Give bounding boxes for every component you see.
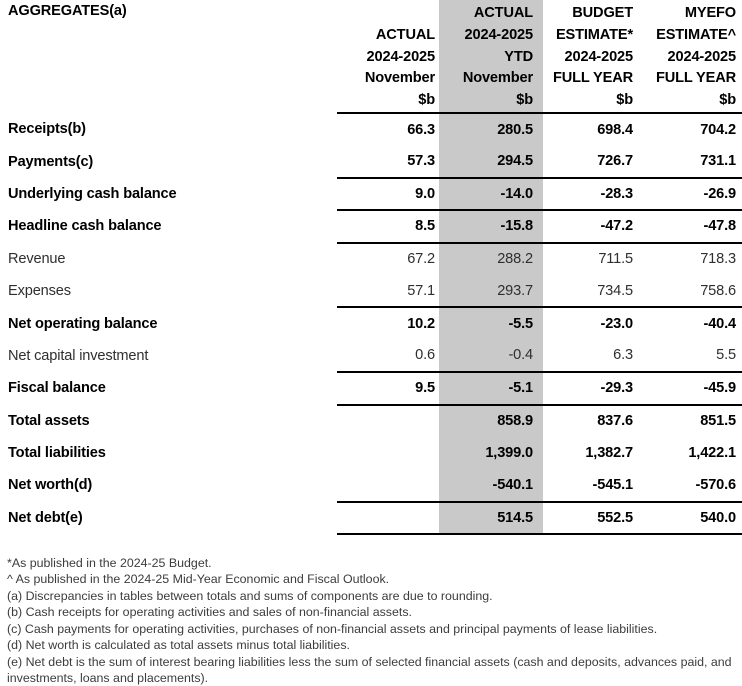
table-header: [0, 0, 742, 113]
cell-value: -570.6: [637, 469, 742, 501]
column-header-line: 2024-2025: [439, 25, 533, 47]
cell-value: 1,422.1: [637, 437, 742, 469]
column-header-line: YTD: [439, 47, 533, 69]
column-header-line: 2024-2025: [543, 47, 633, 69]
table-row: [0, 340, 742, 372]
cell-value: 6.3: [543, 340, 637, 372]
cell-value: -40.4: [637, 307, 742, 339]
cell-value: -28.3: [543, 178, 637, 210]
cell-value: -47.2: [543, 210, 637, 242]
cell-value: -23.0: [543, 307, 637, 339]
table-row: [0, 113, 742, 145]
table-row: [0, 210, 742, 242]
cell-value: 837.6: [543, 405, 637, 437]
footnotes-block: [7, 555, 737, 686]
column-header-line: ESTIMATE*: [543, 25, 633, 47]
row-label: Revenue: [0, 243, 337, 275]
row-label: Receipts(b): [0, 113, 337, 145]
cell-value: 66.3: [337, 113, 439, 145]
row-label: Net operating balance: [0, 307, 337, 339]
cell-value: [337, 405, 439, 437]
cell-value: 1,399.0: [439, 437, 543, 469]
column-header-line: ESTIMATE^: [637, 25, 736, 47]
cell-value: -14.0: [439, 178, 543, 210]
cell-value: 718.3: [637, 243, 742, 275]
table-row: [0, 372, 742, 404]
column-header-line: November: [337, 68, 435, 90]
cell-value: -545.1: [543, 469, 637, 501]
cell-value: 851.5: [637, 405, 742, 437]
cell-value: 734.5: [543, 275, 637, 307]
cell-value: [337, 502, 439, 534]
cell-value: 9.0: [337, 178, 439, 210]
cell-value: 10.2: [337, 307, 439, 339]
cell-value: -47.8: [637, 210, 742, 242]
cell-value: 514.5: [439, 502, 543, 534]
cell-value: 293.7: [439, 275, 543, 307]
row-label: Expenses: [0, 275, 337, 307]
cell-value: 698.4: [543, 113, 637, 145]
table-row: [0, 502, 742, 534]
cell-value: -26.9: [637, 178, 742, 210]
cell-value: 5.5: [637, 340, 742, 372]
cell-value: 67.2: [337, 243, 439, 275]
row-label: Payments(c): [0, 145, 337, 177]
column-header-actual-november: [337, 0, 439, 113]
footnote: (e) Net debt is the sum of interest bearing liabilities less the sum of selected financial assets (cash and deposits, advances paid, and investments, loans and placements).: [7, 654, 737, 686]
table-row: [0, 405, 742, 437]
cell-value: 711.5: [543, 243, 637, 275]
column-header-line: [337, 3, 435, 25]
column-header-line: $b: [543, 90, 633, 112]
cell-value: 9.5: [337, 372, 439, 404]
column-header-actual-ytd: [439, 0, 543, 113]
cell-value: 540.0: [637, 502, 742, 534]
table-row: [0, 469, 742, 501]
column-header-budget-estimate: [543, 0, 637, 113]
cell-value: -5.1: [439, 372, 543, 404]
header-row: [0, 0, 742, 113]
cell-value: 726.7: [543, 145, 637, 177]
column-header-myefo-estimate: [637, 0, 742, 113]
table-row: [0, 243, 742, 275]
row-label: Fiscal balance: [0, 372, 337, 404]
cell-value: 280.5: [439, 113, 543, 145]
cell-value: -29.3: [543, 372, 637, 404]
footnote: (b) Cash receipts for operating activities and sales of non-financial assets.: [7, 604, 737, 620]
cell-value: 704.2: [637, 113, 742, 145]
cell-value: 8.5: [337, 210, 439, 242]
table-body: [0, 113, 742, 534]
row-label: Total liabilities: [0, 437, 337, 469]
column-header-line: $b: [439, 90, 533, 112]
cell-value: -5.5: [439, 307, 543, 339]
column-header-line: $b: [337, 90, 435, 112]
column-header-line: ACTUAL: [439, 3, 533, 25]
cell-value: 731.1: [637, 145, 742, 177]
table-row: [0, 437, 742, 469]
cell-value: 1,382.7: [543, 437, 637, 469]
cell-value: 758.6: [637, 275, 742, 307]
cell-value: 294.5: [439, 145, 543, 177]
column-header-line: BUDGET: [543, 3, 633, 25]
table-row: [0, 275, 742, 307]
cell-value: [337, 437, 439, 469]
column-header-line: FULL YEAR: [637, 68, 736, 90]
row-label: Net debt(e): [0, 502, 337, 534]
footnote: (d) Net worth is calculated as total assets minus total liabilities.: [7, 637, 737, 653]
row-label: Headline cash balance: [0, 210, 337, 242]
table-row: [0, 178, 742, 210]
cell-value: -15.8: [439, 210, 543, 242]
cell-value: 858.9: [439, 405, 543, 437]
cell-value: 552.5: [543, 502, 637, 534]
cell-value: -540.1: [439, 469, 543, 501]
footnote: *As published in the 2024-25 Budget.: [7, 555, 737, 571]
column-header-line: $b: [637, 90, 736, 112]
cell-value: -45.9: [637, 372, 742, 404]
column-header-line: 2024-2025: [637, 47, 736, 69]
column-header-line: 2024-2025: [337, 47, 435, 69]
cell-value: 0.6: [337, 340, 439, 372]
cell-value: [337, 469, 439, 501]
row-label: Net worth(d): [0, 469, 337, 501]
cell-value: 57.3: [337, 145, 439, 177]
table-title: AGGREGATES(a): [0, 0, 337, 113]
column-header-line: ACTUAL: [337, 25, 435, 47]
footnote: ^ As published in the 2024-25 Mid-Year Economic and Fiscal Outlook.: [7, 571, 737, 587]
row-label: Net capital investment: [0, 340, 337, 372]
table-row: [0, 145, 742, 177]
row-label: Underlying cash balance: [0, 178, 337, 210]
footnote: (c) Cash payments for operating activities, purchases of non-financial assets and principal payments of lease liabilities.: [7, 621, 737, 637]
column-header-line: FULL YEAR: [543, 68, 633, 90]
footnote: (a) Discrepancies in tables between totals and sums of components are due to rounding.: [7, 588, 737, 604]
column-header-line: November: [439, 68, 533, 90]
cell-value: 57.1: [337, 275, 439, 307]
cell-value: -0.4: [439, 340, 543, 372]
table-row: [0, 307, 742, 339]
cell-value: 288.2: [439, 243, 543, 275]
row-label: Total assets: [0, 405, 337, 437]
column-header-line: MYEFO: [637, 3, 736, 25]
